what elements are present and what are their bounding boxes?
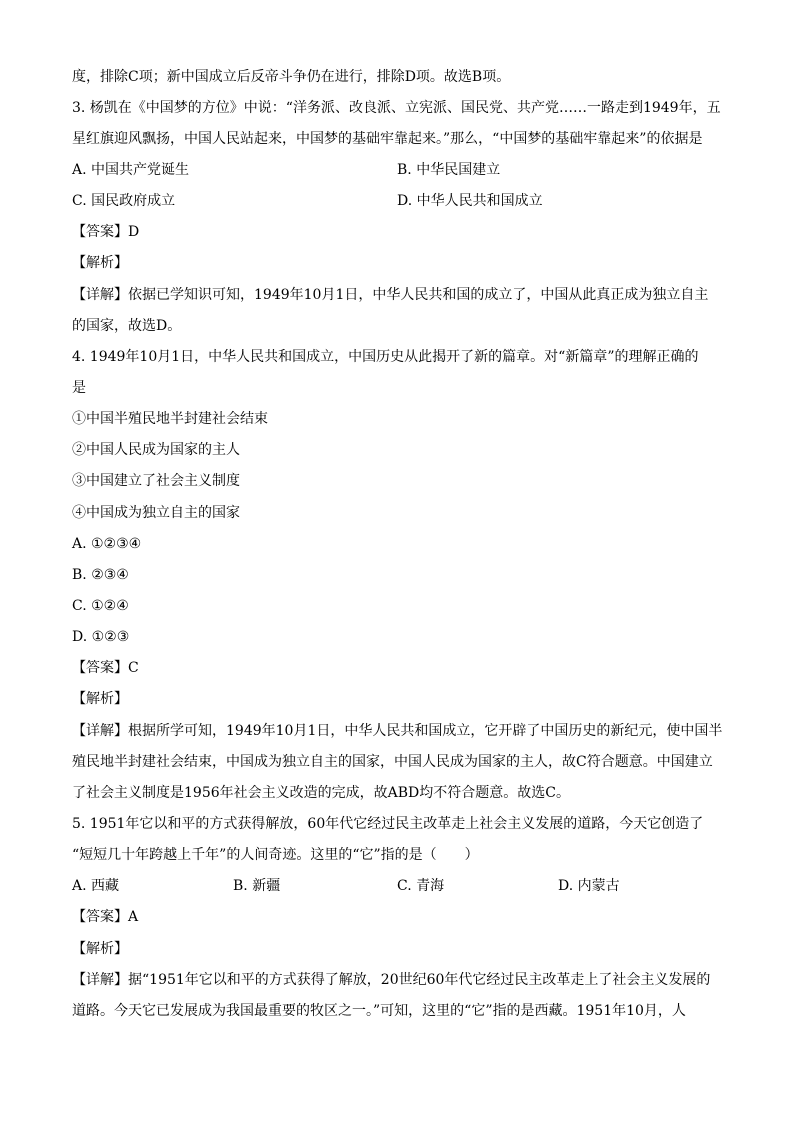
q4-option-d: D. ①②③ <box>72 629 130 645</box>
question-5-stem: 5. 1951年它以和平的方式获得解放，60年代它经过民主改革走上社会主义发展的道路，今天它创造了 <box>72 816 704 832</box>
question-3-stem: 3. 杨凯在《中国梦的方位》中说：“洋务派、改良派、立宪派、国民党、共产党……一路走到1949年，五 <box>72 100 721 116</box>
q5-answer: 【答案】A <box>72 909 139 925</box>
q4-statement-1: ①中国半殖民地半封建社会结束 <box>72 411 268 427</box>
q3-detail: 【详解】依据已学知识可知，1949年10月1日，中华人民共和国的成立了，中国从此真正成为独立自主 <box>72 287 709 303</box>
question-5-stem-cont: “短短几十年跨越上千年”的人间奇迹。这里的“它”指的是（ ） <box>72 847 479 863</box>
question-3-stem-cont: 星红旗迎风飘扬，中国人民站起来，中国梦的基础牢靠起来。”那么，“中国梦的基础牢靠起来”的依据是 <box>72 131 703 147</box>
q3-analysis-heading: 【解析】 <box>72 255 128 271</box>
q4-detail-cont-1: 殖民地半封建社会结束，中国成为独立自主的国家，中国人民成为国家的主人，故C符合题意。中国建立 <box>72 754 713 770</box>
question-4-stem: 4. 1949年10月1日，中华人民共和国成立，中国历史从此揭开了新的篇章。对“新篇章”的理解正确的 <box>72 349 699 365</box>
q4-option-c: C. ①②④ <box>72 598 129 614</box>
q3-answer: 【答案】D <box>72 224 140 240</box>
q4-answer: 【答案】C <box>72 660 139 676</box>
q4-statement-3: ③中国建立了社会主义制度 <box>72 473 240 489</box>
question-4-stem-cont: 是 <box>72 380 86 396</box>
q4-detail-cont-2: 了社会主义制度是1956年社会主义改造的完成，故ABD均不符合题意。故选C。 <box>72 785 570 801</box>
q3-option-d: D. 中华人民共和国成立 <box>397 193 543 209</box>
q3-option-b: B. 中华民国建立 <box>397 162 501 178</box>
q4-option-a: A. ①②③④ <box>72 536 142 552</box>
q4-analysis-heading: 【解析】 <box>72 691 128 707</box>
paragraph-line: 度，排除C项；新中国成立后反帝斗争仍在进行，排除D项。故选B项。 <box>72 69 511 85</box>
q3-option-c: C. 国民政府成立 <box>72 193 176 209</box>
q5-option-c: C. 青海 <box>397 878 445 894</box>
q4-statement-2: ②中国人民成为国家的主人 <box>72 442 240 458</box>
q5-detail-cont: 道路。今天它已发展成为我国最重要的牧区之一。”可知，这里的“它”指的是西藏。1951年10月，人 <box>72 1003 686 1019</box>
q5-option-a: A. 西藏 <box>72 878 120 894</box>
q5-option-b: B. 新疆 <box>233 878 281 894</box>
q5-option-d: D. 内蒙古 <box>558 878 620 894</box>
q3-detail-cont: 的国家，故选D。 <box>72 318 182 334</box>
q5-analysis-heading: 【解析】 <box>72 941 128 957</box>
q4-statement-4: ④中国成为独立自主的国家 <box>72 505 240 521</box>
q5-detail: 【详解】据“1951年它以和平的方式获得了解放，20世纪60年代它经过民主改革走上了社会主义发展的 <box>72 972 711 988</box>
q4-detail: 【详解】根据所学可知，1949年10月1日，中华人民共和国成立，它开辟了中国历史的新纪元，使中国半 <box>72 723 723 739</box>
q3-option-a: A. 中国共产党诞生 <box>72 162 190 178</box>
q4-option-b: B. ②③④ <box>72 567 129 583</box>
